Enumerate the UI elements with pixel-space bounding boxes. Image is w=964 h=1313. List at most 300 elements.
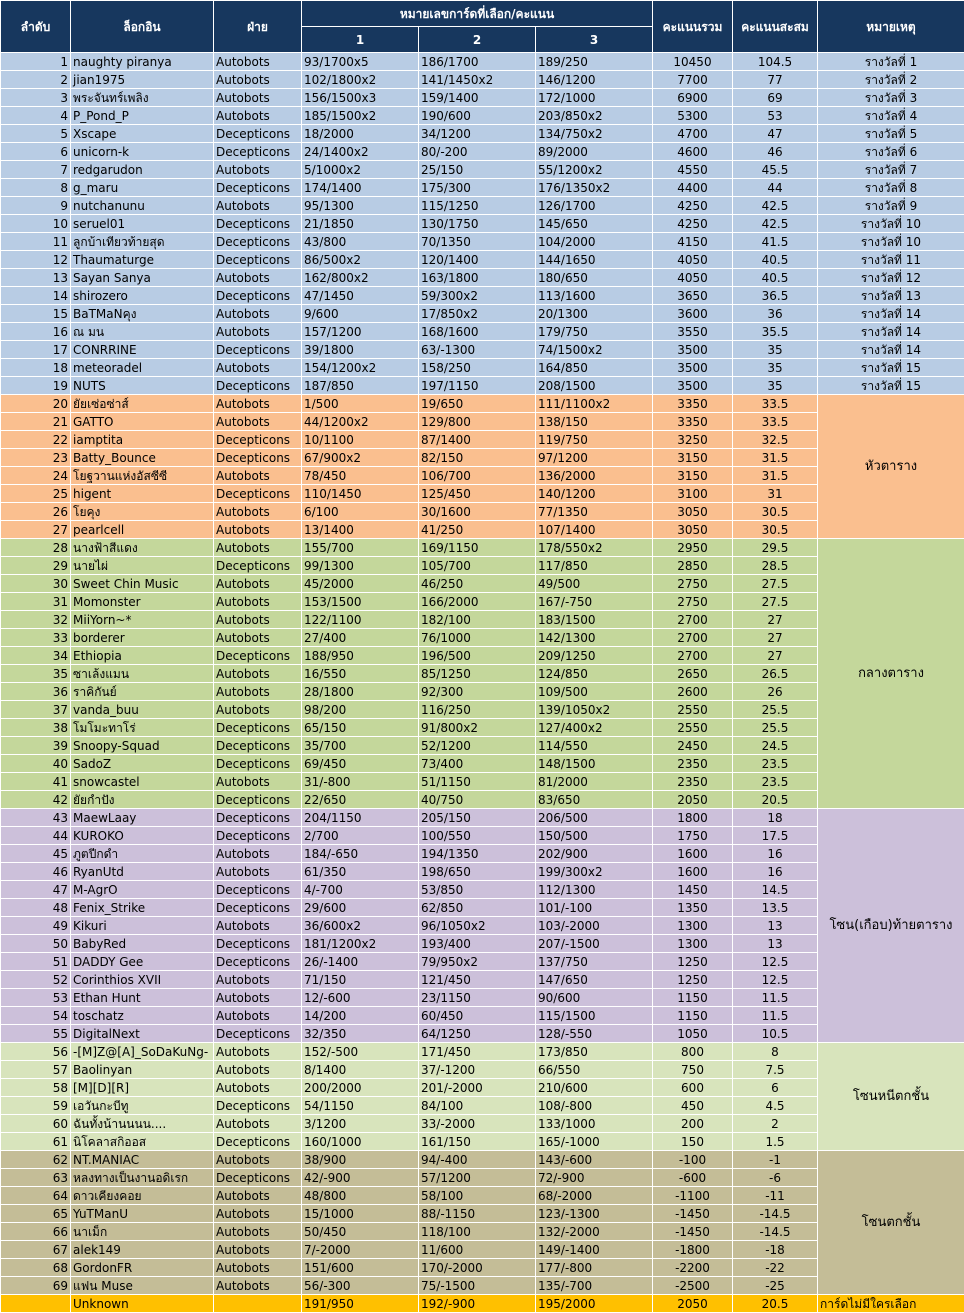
side-cell: Autobots (214, 1115, 302, 1133)
total-cell: 3500 (653, 377, 733, 395)
total-cell: 200 (653, 1115, 733, 1133)
accum-cell: 13 (733, 935, 818, 953)
accum-cell: 47 (733, 125, 818, 143)
card-1-cell: 7/-2000 (302, 1241, 419, 1259)
card-3-cell: 126/1700 (536, 197, 653, 215)
accum-cell: 42.5 (733, 197, 818, 215)
login-cell: MaewLaay (71, 809, 214, 827)
side-cell: Autobots (214, 1241, 302, 1259)
card-2-cell: 30/1600 (419, 503, 536, 521)
total-cell: -1450 (653, 1223, 733, 1241)
side-cell: Autobots (214, 1007, 302, 1025)
card-1-cell: 27/400 (302, 629, 419, 647)
side-cell: Autobots (214, 1205, 302, 1223)
total-cell: 1600 (653, 863, 733, 881)
login-cell: iamptita (71, 431, 214, 449)
side-cell: Decepticons (214, 215, 302, 233)
card-1-cell: 204/1150 (302, 809, 419, 827)
total-cell: 1250 (653, 953, 733, 971)
card-3-cell: 101/-100 (536, 899, 653, 917)
side-cell: Autobots (214, 1277, 302, 1295)
card-3-cell: 90/600 (536, 989, 653, 1007)
side-cell: Decepticons (214, 449, 302, 467)
side-cell: Autobots (214, 305, 302, 323)
accum-cell: -14.5 (733, 1205, 818, 1223)
accum-cell: 42.5 (733, 215, 818, 233)
card-3-cell: 127/400x2 (536, 719, 653, 737)
card-2-cell: 198/650 (419, 863, 536, 881)
total-cell: 2550 (653, 701, 733, 719)
card-3-cell: 147/650 (536, 971, 653, 989)
card-2-cell: 59/300x2 (419, 287, 536, 305)
card-2-cell: 201/-2000 (419, 1079, 536, 1097)
rank-cell: 16 (1, 323, 71, 341)
login-cell: snowcastel (71, 773, 214, 791)
login-cell: นางฟ้าสีแดง (71, 539, 214, 557)
note-cell: รางวัลที่ 3 (818, 89, 964, 107)
login-cell: ยัยกำปัง (71, 791, 214, 809)
card-2-cell: 82/150 (419, 449, 536, 467)
table-row (1, 395, 964, 413)
login-cell: ซาเล้งแมน (71, 665, 214, 683)
login-cell: borderer (71, 629, 214, 647)
card-3-cell: 111/1100x2 (536, 395, 653, 413)
login-cell: ฉันทั้งน้านนนน.... (71, 1115, 214, 1133)
side-cell: Decepticons (214, 251, 302, 269)
card-2-cell: 64/1250 (419, 1025, 536, 1043)
rank-cell: 39 (1, 737, 71, 755)
total-cell: 450 (653, 1097, 733, 1115)
card-2-cell: 63/-1300 (419, 341, 536, 359)
side-cell: Autobots (214, 575, 302, 593)
card-2-cell: 52/1200 (419, 737, 536, 755)
total-cell: 4050 (653, 269, 733, 287)
login-cell: Fenix_Strike (71, 899, 214, 917)
total-cell: 2650 (653, 665, 733, 683)
total-cell: 150 (653, 1133, 733, 1151)
card-2-cell: 190/600 (419, 107, 536, 125)
card-1-cell: 67/900x2 (302, 449, 419, 467)
rank-cell: 32 (1, 611, 71, 629)
side-cell: Decepticons (214, 899, 302, 917)
login-cell: ลูกบ้าเทียวท้ายสุด (71, 233, 214, 251)
side-cell: Autobots (214, 1043, 302, 1061)
card-3-cell: 104/2000 (536, 233, 653, 251)
accum-cell: 31.5 (733, 449, 818, 467)
total-cell: 2950 (653, 539, 733, 557)
login-cell: -[M]Z@[A]_SoDaKuNg- (71, 1043, 214, 1061)
card-3-cell: 135/-700 (536, 1277, 653, 1295)
side-cell: Autobots (214, 53, 302, 71)
card-2-cell: 51/1150 (419, 773, 536, 791)
card-2-cell: 85/1250 (419, 665, 536, 683)
card-3-cell: 195/2000 (536, 1295, 653, 1313)
note-cell: รางวัลที่ 15 (818, 359, 964, 377)
card-2-cell: 17/850x2 (419, 305, 536, 323)
side-cell: Decepticons (214, 341, 302, 359)
accum-cell: 11.5 (733, 989, 818, 1007)
total-cell: 2700 (653, 629, 733, 647)
rank-cell: 5 (1, 125, 71, 143)
card-2-cell: 116/250 (419, 701, 536, 719)
side-cell: Autobots (214, 107, 302, 125)
side-cell: Decepticons (214, 935, 302, 953)
login-cell: Sweet Chin Music (71, 575, 214, 593)
card-3-cell: 139/1050x2 (536, 701, 653, 719)
total-cell: 3350 (653, 395, 733, 413)
rank-cell: 60 (1, 1115, 71, 1133)
total-cell: 4050 (653, 251, 733, 269)
card-1-cell: 26/-1400 (302, 953, 419, 971)
note-cell: รางวัลที่ 14 (818, 341, 964, 359)
side-cell: Autobots (214, 971, 302, 989)
card-1-cell: 102/1800x2 (302, 71, 419, 89)
total-cell: -600 (653, 1169, 733, 1187)
card-3-cell: 66/550 (536, 1061, 653, 1079)
side-cell: Autobots (214, 611, 302, 629)
side-cell: Autobots (214, 989, 302, 1007)
total-cell: 2550 (653, 719, 733, 737)
accum-cell: 33.5 (733, 395, 818, 413)
card-3-cell: 55/1200x2 (536, 161, 653, 179)
card-2-cell: 161/150 (419, 1133, 536, 1151)
accum-cell: 24.5 (733, 737, 818, 755)
accum-cell: 40.5 (733, 269, 818, 287)
card-3-cell: 112/1300 (536, 881, 653, 899)
card-2-cell: 197/1150 (419, 377, 536, 395)
rank-cell: 10 (1, 215, 71, 233)
card-3-cell: 209/1250 (536, 647, 653, 665)
card-1-cell: 9/600 (302, 305, 419, 323)
card-1-cell: 44/1200x2 (302, 413, 419, 431)
accum-cell: 20.5 (733, 791, 818, 809)
rank-cell: 61 (1, 1133, 71, 1151)
side-cell: Autobots (214, 359, 302, 377)
side-cell: Decepticons (214, 1025, 302, 1043)
zone-label: โซน(เกือบ)ท้ายตาราง (818, 809, 964, 1043)
rank-cell: 63 (1, 1169, 71, 1187)
total-cell: 1450 (653, 881, 733, 899)
card-2-cell: 115/1250 (419, 197, 536, 215)
card-2-cell: 62/850 (419, 899, 536, 917)
header-accum: คะแนนสะสม (733, 1, 818, 53)
card-3-cell: 199/300x2 (536, 863, 653, 881)
card-2-cell: 193/400 (419, 935, 536, 953)
card-3-cell: 165/-1000 (536, 1133, 653, 1151)
table-row (1, 197, 964, 215)
rank-cell: 42 (1, 791, 71, 809)
zone-label: หัวตาราง (818, 395, 964, 539)
rank-cell: 22 (1, 431, 71, 449)
rank-cell: 13 (1, 269, 71, 287)
card-3-cell: 83/650 (536, 791, 653, 809)
total-cell: 800 (653, 1043, 733, 1061)
login-cell: Momonster (71, 593, 214, 611)
card-3-cell: 132/-2000 (536, 1223, 653, 1241)
login-cell: KUROKO (71, 827, 214, 845)
table-row (1, 359, 964, 377)
total-cell: 5300 (653, 107, 733, 125)
card-1-cell: 185/1500x2 (302, 107, 419, 125)
login-cell: g_maru (71, 179, 214, 197)
total-cell: -1450 (653, 1205, 733, 1223)
card-2-cell: 158/250 (419, 359, 536, 377)
rank-cell: 17 (1, 341, 71, 359)
card-3-cell: 143/-600 (536, 1151, 653, 1169)
card-3-cell: 208/1500 (536, 377, 653, 395)
rank-cell: 35 (1, 665, 71, 683)
card-1-cell: 43/800 (302, 233, 419, 251)
total-cell: 1350 (653, 899, 733, 917)
card-1-cell: 71/150 (302, 971, 419, 989)
card-1-cell: 15/1000 (302, 1205, 419, 1223)
card-2-cell: 182/100 (419, 611, 536, 629)
card-2-cell: 87/1400 (419, 431, 536, 449)
rank-cell: 65 (1, 1205, 71, 1223)
note-cell: การ์ดไม่มีใครเลือก (818, 1295, 964, 1313)
note-cell: รางวัลที่ 7 (818, 161, 964, 179)
accum-cell: 77 (733, 71, 818, 89)
table-row (1, 215, 964, 233)
header-rank: ลำดับ (1, 1, 71, 53)
accum-cell: 45.5 (733, 161, 818, 179)
login-cell: ภูตปีกดำ (71, 845, 214, 863)
card-1-cell: 61/350 (302, 863, 419, 881)
accum-cell: 12.5 (733, 953, 818, 971)
rank-cell: 50 (1, 935, 71, 953)
side-cell: Autobots (214, 1079, 302, 1097)
card-2-cell: 73/400 (419, 755, 536, 773)
card-3-cell: 207/-1500 (536, 935, 653, 953)
note-cell: รางวัลที่ 15 (818, 377, 964, 395)
header-card-2: 2 (419, 27, 536, 53)
accum-cell: 35 (733, 377, 818, 395)
card-2-cell: 166/2000 (419, 593, 536, 611)
rank-cell: 53 (1, 989, 71, 1007)
accum-cell: 53 (733, 107, 818, 125)
login-cell: Ethiopia (71, 647, 214, 665)
side-cell: Decepticons (214, 287, 302, 305)
card-1-cell: 184/-650 (302, 845, 419, 863)
accum-cell: 25.5 (733, 719, 818, 737)
card-2-cell: 121/450 (419, 971, 536, 989)
card-1-cell: 3/1200 (302, 1115, 419, 1133)
card-2-cell: 106/700 (419, 467, 536, 485)
table-row (1, 323, 964, 341)
card-3-cell: 133/1000 (536, 1115, 653, 1133)
note-cell: รางวัลที่ 12 (818, 269, 964, 287)
card-1-cell: 174/1400 (302, 179, 419, 197)
accum-cell: 17.5 (733, 827, 818, 845)
login-cell: Xscape (71, 125, 214, 143)
card-3-cell: 103/-2000 (536, 917, 653, 935)
total-cell: 2750 (653, 575, 733, 593)
accum-cell: 36.5 (733, 287, 818, 305)
accum-cell: 23.5 (733, 773, 818, 791)
card-2-cell: 130/1750 (419, 215, 536, 233)
rank-cell: 11 (1, 233, 71, 251)
accum-cell: 4.5 (733, 1097, 818, 1115)
card-3-cell: 115/1500 (536, 1007, 653, 1025)
total-cell: 2350 (653, 755, 733, 773)
total-cell: 4250 (653, 197, 733, 215)
table-row (1, 143, 964, 161)
total-cell: 2850 (653, 557, 733, 575)
accum-cell: 7.5 (733, 1061, 818, 1079)
card-3-cell: 68/-2000 (536, 1187, 653, 1205)
card-2-cell: 41/250 (419, 521, 536, 539)
card-2-cell: 192/-900 (419, 1295, 536, 1313)
card-1-cell: 35/700 (302, 737, 419, 755)
table-row (1, 809, 964, 827)
card-2-cell: 194/1350 (419, 845, 536, 863)
card-2-cell: 75/-1500 (419, 1277, 536, 1295)
card-2-cell: 19/650 (419, 395, 536, 413)
login-cell: unicorn-k (71, 143, 214, 161)
rank-cell: 41 (1, 773, 71, 791)
card-3-cell: 172/1000 (536, 89, 653, 107)
card-1-cell: 200/2000 (302, 1079, 419, 1097)
total-cell: 10450 (653, 53, 733, 71)
table-row (1, 71, 964, 89)
card-2-cell: 196/500 (419, 647, 536, 665)
login-cell: DigitalNext (71, 1025, 214, 1043)
card-3-cell: 164/850 (536, 359, 653, 377)
card-2-cell: 169/1150 (419, 539, 536, 557)
side-cell: Autobots (214, 413, 302, 431)
card-1-cell: 86/500x2 (302, 251, 419, 269)
rank-cell: 44 (1, 827, 71, 845)
card-3-cell: 49/500 (536, 575, 653, 593)
side-cell: Autobots (214, 701, 302, 719)
table-row (1, 125, 964, 143)
card-1-cell: 29/600 (302, 899, 419, 917)
card-1-cell: 99/1300 (302, 557, 419, 575)
rank-cell: 4 (1, 107, 71, 125)
login-cell: GordonFR (71, 1259, 214, 1277)
login-cell: redgarudon (71, 161, 214, 179)
card-1-cell: 50/450 (302, 1223, 419, 1241)
card-2-cell: 100/550 (419, 827, 536, 845)
login-cell: YuTManU (71, 1205, 214, 1223)
card-3-cell: 178/550x2 (536, 539, 653, 557)
card-3-cell: 72/-900 (536, 1169, 653, 1187)
login-cell: jian1975 (71, 71, 214, 89)
total-cell: 3500 (653, 341, 733, 359)
login-cell: alek149 (71, 1241, 214, 1259)
note-cell: รางวัลที่ 14 (818, 323, 964, 341)
accum-cell: 2 (733, 1115, 818, 1133)
total-cell: 1300 (653, 917, 733, 935)
header-total: คะแนนรวม (653, 1, 733, 53)
table-row (1, 179, 964, 197)
side-cell: Decepticons (214, 1133, 302, 1151)
table-row (1, 233, 964, 251)
accum-cell: 20.5 (733, 1295, 818, 1313)
card-1-cell: 153/1500 (302, 593, 419, 611)
card-3-cell: 167/-750 (536, 593, 653, 611)
header-cards: หมายเลขการ์ดที่เลือก/คะแนน (302, 1, 653, 27)
table-row (1, 539, 964, 557)
zone-label: โซนหนีตกชั้น (818, 1043, 964, 1151)
table-row (1, 1151, 964, 1169)
accum-cell: 35 (733, 341, 818, 359)
rank-cell: 29 (1, 557, 71, 575)
accum-cell: -6 (733, 1169, 818, 1187)
accum-cell: -18 (733, 1241, 818, 1259)
rank-cell: 2 (1, 71, 71, 89)
header-card-3: 3 (536, 27, 653, 53)
accum-cell: -11 (733, 1187, 818, 1205)
card-3-cell: 149/-1400 (536, 1241, 653, 1259)
total-cell: 4700 (653, 125, 733, 143)
card-2-cell: 46/250 (419, 575, 536, 593)
accum-cell: 40.5 (733, 251, 818, 269)
total-cell: 1250 (653, 971, 733, 989)
rank-cell: 26 (1, 503, 71, 521)
card-3-cell: 89/2000 (536, 143, 653, 161)
card-2-cell: 37/-1200 (419, 1061, 536, 1079)
side-cell: Autobots (214, 1223, 302, 1241)
card-2-cell: 105/700 (419, 557, 536, 575)
rank-cell: 34 (1, 647, 71, 665)
side-cell: Autobots (214, 683, 302, 701)
login-cell: meteoradel (71, 359, 214, 377)
accum-cell: 14.5 (733, 881, 818, 899)
login-cell: หลงทางเป็นงานอดิเรก (71, 1169, 214, 1187)
card-1-cell: 187/850 (302, 377, 419, 395)
rank-cell: 66 (1, 1223, 71, 1241)
card-1-cell: 156/1500x3 (302, 89, 419, 107)
total-cell: 2050 (653, 1295, 733, 1313)
login-cell: พระจันทร์เพลิง (71, 89, 214, 107)
login-cell: โยฐวานแห่งอัสซีซี (71, 467, 214, 485)
rank-cell: 27 (1, 521, 71, 539)
accum-cell: 104.5 (733, 53, 818, 71)
rank-cell: 20 (1, 395, 71, 413)
card-3-cell: 123/-1300 (536, 1205, 653, 1223)
login-cell: DADDY Gee (71, 953, 214, 971)
rank-cell: 55 (1, 1025, 71, 1043)
rank-cell: 37 (1, 701, 71, 719)
total-cell: 600 (653, 1079, 733, 1097)
side-cell: Autobots (214, 863, 302, 881)
total-cell: 4250 (653, 215, 733, 233)
card-1-cell: 38/900 (302, 1151, 419, 1169)
rank-cell: 43 (1, 809, 71, 827)
login-cell: MiiYorn~* (71, 611, 214, 629)
card-2-cell: 88/-1150 (419, 1205, 536, 1223)
accum-cell: 27 (733, 611, 818, 629)
side-cell: Decepticons (214, 377, 302, 395)
login-cell: Sayan Sanya (71, 269, 214, 287)
side-cell: Autobots (214, 1187, 302, 1205)
accum-cell: 16 (733, 845, 818, 863)
login-cell: โมโมะทาโร่ (71, 719, 214, 737)
card-2-cell: 205/150 (419, 809, 536, 827)
accum-cell: 31.5 (733, 467, 818, 485)
card-3-cell: 77/1350 (536, 503, 653, 521)
total-cell: 3100 (653, 485, 733, 503)
side-cell: Decepticons (214, 737, 302, 755)
card-1-cell: 152/-500 (302, 1043, 419, 1061)
login-cell: Corinthios XVII (71, 971, 214, 989)
card-3-cell: 128/-550 (536, 1025, 653, 1043)
card-3-cell: 144/1650 (536, 251, 653, 269)
unknown-row (1, 1295, 964, 1313)
accum-cell: 69 (733, 89, 818, 107)
rank-cell: 52 (1, 971, 71, 989)
